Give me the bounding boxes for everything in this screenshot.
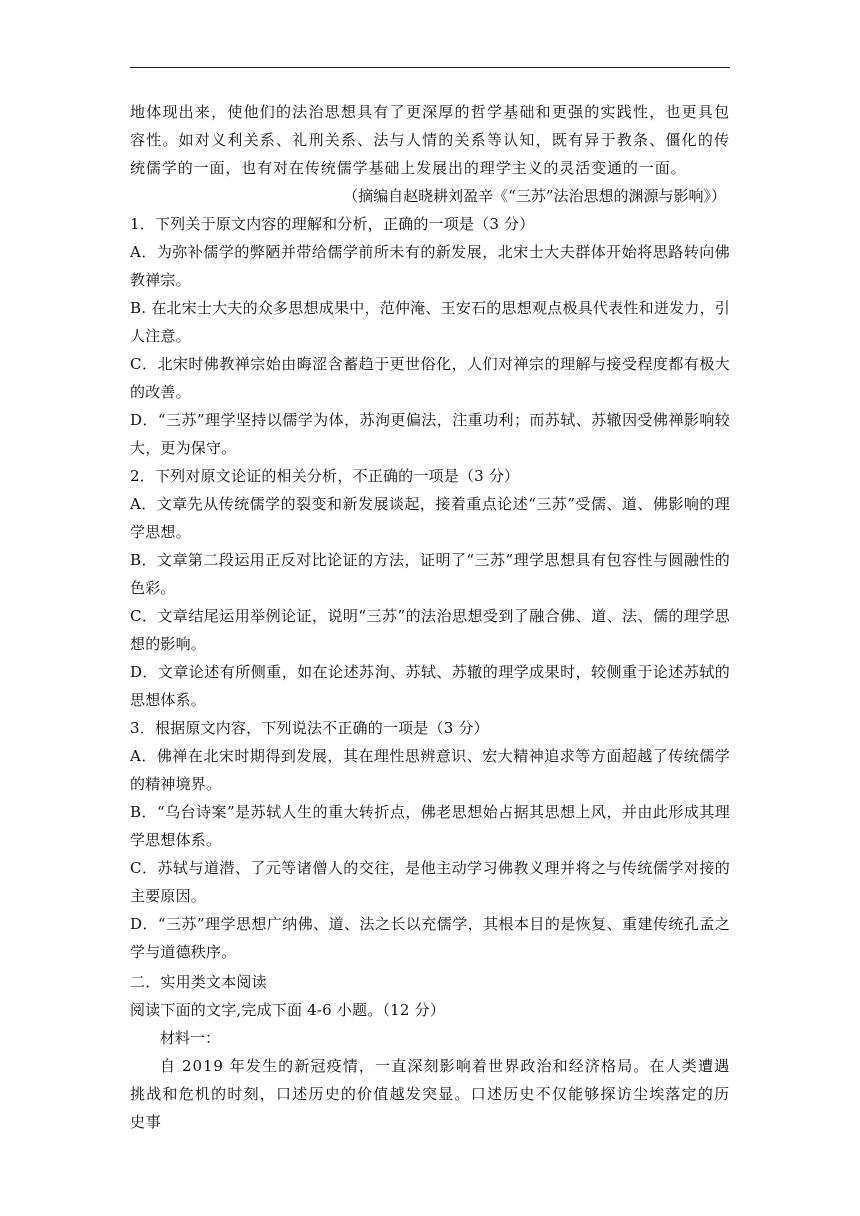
- question-3-option-b: B．“乌台诗案”是苏轼人生的重大转折点，佛老思想始占据其思想上风，并由此形成其理学思想体系。: [130, 803, 730, 849]
- source-citation: （摘编自赵晓耕刘盈辛《“三苏”法治思想的渊源与影响》）: [343, 187, 726, 205]
- question-1-option-b: B. 在北宋士大夫的众多思想成果中，范仲淹、王安石的思想观点极具代表性和迸发力，引人注意。: [130, 299, 730, 345]
- question-2-option-d: D．文章论述有所侧重，如在论述苏洵、苏轼、苏辙的理学成果时，较侧重于论述苏轼的思想体系。: [130, 663, 730, 709]
- question-1-stem: 1．下列关于原文内容的理解和分析，正确的一项是（3 分）: [130, 215, 535, 233]
- question-1-option-c: C．北宋时佛教禅宗始由晦涩含蓄趋于更世俗化，人们对禅宗的理解与接受程度都有极大的改善。: [130, 355, 730, 401]
- intro-paragraph: 地体现出来，使他们的法治思想具有了更深厚的哲学基础和更强的实践性，也更具包容性。如对义利关系、礼刑关系、法与人情的关系等认知，既有异于教条、僵化的传统儒学的一面，也有对在传统儒学基础上发展出的理学主义的灵活变通的一面。: [130, 103, 730, 177]
- question-1-option-a: A．为弥补儒学的弊陋并带给儒学前所未有的新发展，北宋士大夫群体开始将思路转向佛教禅宗。: [130, 243, 730, 289]
- question-2-option-c: C．文章结尾运用举例论证，说明“三苏”的法治思想受到了融合佛、道、法、儒的理学思想的影响。: [130, 607, 730, 653]
- document-page: [130, 98, 730, 1136]
- question-2-option-b: B．文章第二段运用正反对比论证的方法，证明了“三苏”理学思想具有包容性与圆融性的色彩。: [130, 551, 730, 597]
- question-3-stem: 3．根据原文内容，下列说法不正确的一项是（3 分）: [130, 719, 489, 737]
- question-3-option-d: D．“三苏”理学思想广纳佛、道、法之长以充儒学，其根本目的是恢复、重建传统孔孟之学与道德秩序。: [130, 915, 730, 961]
- question-3-option-c: C．苏轼与道潜、了元等诸僧人的交往，是他主动学习佛教义理并将之与传统儒学对接的主要原因。: [130, 859, 730, 905]
- section-2-instruction: 阅读下面的文字,完成下面 4-6 小题。（12 分）: [130, 1001, 446, 1019]
- question-3-option-a: A．佛禅在北宋时期得到发展，其在理性思辨意识、宏大精神追求等方面超越了传统儒学的精神境界。: [130, 747, 730, 793]
- question-2-option-a: A．文章先从传统儒学的裂变和新发展谈起，接着重点论述“三苏”受儒、道、佛影响的理学思想。: [130, 495, 730, 541]
- material-1-label: 材料一：: [160, 1029, 221, 1047]
- header-rule: [130, 67, 730, 68]
- question-2-stem: 2．下列对原文论证的相关分析，不正确的一项是（3 分）: [130, 467, 520, 485]
- section-2-heading: 二．实用类文本阅读: [130, 973, 267, 991]
- question-1-option-d: D．“三苏”理学坚持以儒学为体，苏洵更偏法，注重功利；而苏轼、苏辙因受佛禅影响较大，更为保守。: [130, 411, 730, 457]
- material-1-text: 自 2019 年发生的新冠疫情，一直深刻影响着世界政治和经济格局。在人类遭遇挑战和危机的时刻，口述历史的价值越发突显。口述历史不仅能够探访尘埃落定的历史事: [130, 1057, 730, 1131]
